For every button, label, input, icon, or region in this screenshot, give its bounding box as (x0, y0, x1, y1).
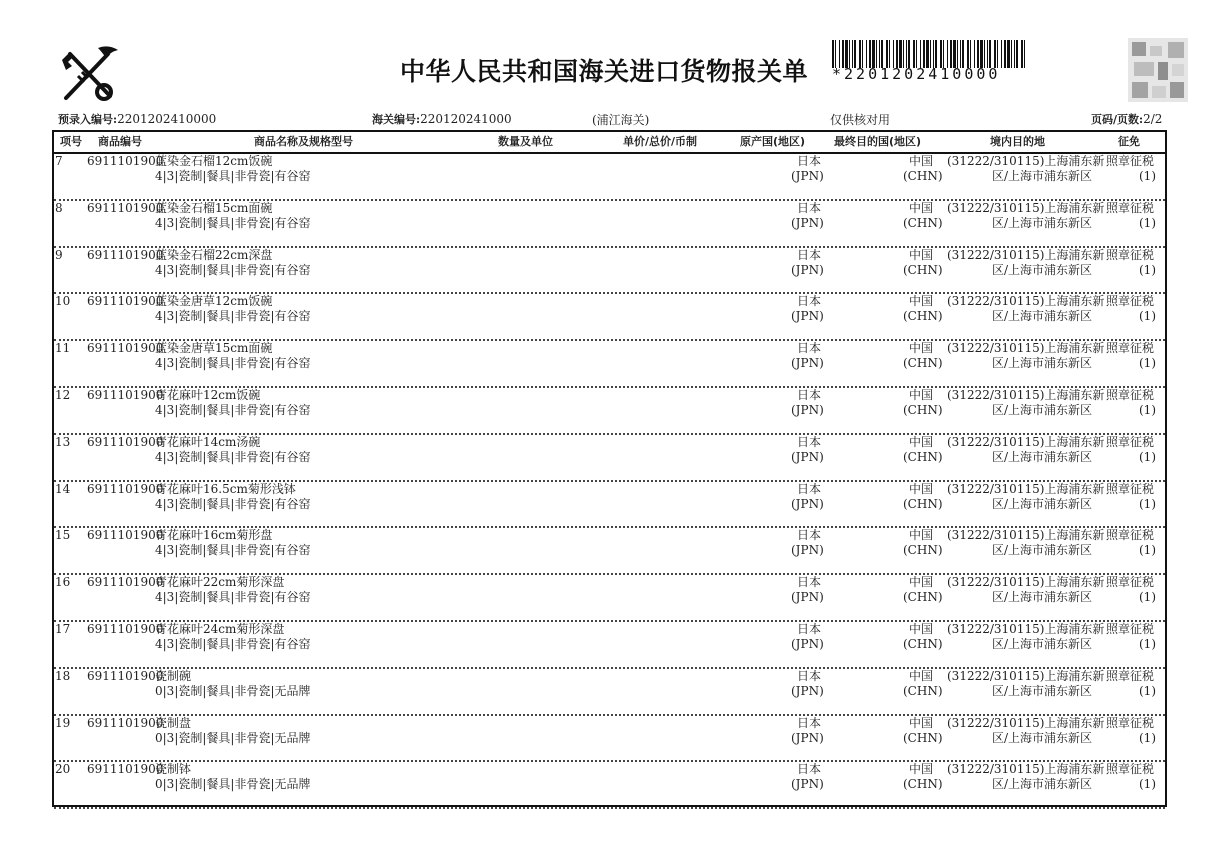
origin-code: (JPN) (791, 262, 824, 277)
table-header (54, 132, 1165, 154)
item-number: 11 (55, 341, 71, 356)
tax-mode: 照章征税 (1106, 294, 1155, 309)
domestic-destination-line2: 区/上海市浦东新区 (992, 683, 1093, 698)
tax-code: (1) (1139, 637, 1156, 651)
tax-code: (1) (1139, 683, 1156, 698)
table-row (54, 762, 1165, 809)
destination-country: 中国 (909, 715, 934, 730)
col-domestic-destination: 境内目的地 (990, 135, 1045, 148)
col-destination-country: 最终目的国(地区) (834, 135, 922, 148)
domestic-destination-line2: 区/上海市浦东新区 (992, 309, 1093, 324)
qr-code-icon (1128, 38, 1188, 102)
destination-country: 中国 (909, 154, 934, 168)
customs-emblem-icon (58, 42, 122, 104)
destination-code: (CHN) (903, 356, 943, 371)
commodity-name: 蓝染金唐草15cm面碗 (155, 341, 273, 356)
item-number: 8 (55, 200, 63, 215)
destination-code: (CHN) (903, 169, 943, 183)
tax-code: (1) (1139, 215, 1156, 230)
domestic-destination-line1: (31222/310115)上海浦东新 (947, 622, 1105, 636)
table-row (54, 575, 1165, 622)
commodity-spec: 0|3|瓷制|餐具|非骨瓷|无品牌 (155, 777, 311, 792)
table-row (54, 154, 1165, 201)
destination-code: (CHN) (903, 730, 943, 745)
commodity-name: 青花麻叶14cm汤碗 (155, 434, 261, 449)
commodity-spec: 0|3|瓷制|餐具|非骨瓷|无品牌 (155, 730, 311, 745)
tax-mode: 照章征税 (1106, 715, 1155, 730)
item-number: 17 (55, 622, 71, 636)
tax-code: (1) (1139, 496, 1156, 511)
table-row (54, 528, 1165, 575)
origin-country: 日本 (797, 434, 822, 449)
tax-code: (1) (1139, 262, 1156, 277)
origin-code: (JPN) (791, 683, 824, 698)
commodity-name: 蓝染金石榴15cm面碗 (155, 200, 273, 215)
destination-country: 中国 (909, 668, 934, 683)
commodity-spec: 4|3|瓷制|餐具|非骨瓷|有谷窑 (155, 215, 311, 230)
commodity-name: 青花麻叶16cm菊形盘 (155, 528, 273, 543)
origin-country: 日本 (797, 528, 822, 543)
commodity-code: 6911101900 (87, 154, 164, 168)
barcode-icon (832, 40, 1028, 68)
commodity-spec: 4|3|瓷制|餐具|非骨瓷|有谷窑 (155, 356, 311, 371)
commodity-spec: 4|3|瓷制|餐具|非骨瓷|有谷窑 (155, 496, 311, 511)
commodity-name: 瓷制钵 (155, 762, 192, 777)
tax-mode: 照章征税 (1106, 528, 1155, 543)
document-title: 中华人民共和国海关进口货物报关单 (400, 57, 809, 86)
destination-country: 中国 (909, 434, 934, 449)
origin-code: (JPN) (791, 777, 824, 792)
domestic-destination-line1: (31222/310115)上海浦东新 (947, 247, 1105, 262)
item-number: 18 (55, 668, 71, 683)
col-origin: 原产国(地区) (740, 135, 806, 148)
tax-code: (1) (1139, 309, 1156, 324)
domestic-destination-line2: 区/上海市浦东新区 (992, 403, 1093, 417)
tax-code: (1) (1139, 730, 1156, 745)
tax-mode: 照章征税 (1106, 388, 1155, 402)
col-tax-mode: 征免 (1118, 135, 1140, 148)
tax-mode: 照章征税 (1106, 247, 1155, 262)
col-price: 单价/总价/币制 (623, 135, 698, 148)
origin-country: 日本 (797, 668, 822, 683)
table-row (54, 669, 1165, 716)
destination-country: 中国 (909, 528, 934, 543)
origin-country: 日本 (797, 762, 822, 777)
item-number: 10 (55, 294, 71, 309)
tax-code: (1) (1139, 590, 1156, 605)
tax-code: (1) (1139, 169, 1156, 183)
row-separator (54, 807, 1165, 809)
destination-country: 中国 (909, 481, 934, 496)
domestic-destination-line2: 区/上海市浦东新区 (992, 777, 1093, 792)
tax-code: (1) (1139, 356, 1156, 371)
domestic-destination-line1: (31222/310115)上海浦东新 (947, 294, 1105, 309)
origin-country: 日本 (797, 715, 822, 730)
customs-port: (浦江海关) (592, 113, 650, 127)
domestic-destination-line1: (31222/310115)上海浦东新 (947, 154, 1105, 168)
tax-code: (1) (1139, 543, 1156, 558)
commodity-code: 6911101900 (87, 341, 164, 356)
destination-country: 中国 (909, 762, 934, 777)
item-number: 16 (55, 575, 71, 590)
domestic-destination-line1: (31222/310115)上海浦东新 (947, 668, 1105, 683)
origin-country: 日本 (797, 154, 822, 168)
domestic-destination-line2: 区/上海市浦东新区 (992, 262, 1093, 277)
commodity-code: 6911101900 (87, 247, 164, 262)
item-number: 15 (55, 528, 71, 543)
destination-country: 中国 (909, 341, 934, 356)
domestic-destination-line1: (31222/310115)上海浦东新 (947, 575, 1105, 590)
origin-code: (JPN) (791, 309, 824, 324)
destination-code: (CHN) (903, 449, 943, 464)
domestic-destination-line2: 区/上海市浦东新区 (992, 356, 1093, 371)
commodity-spec: 4|3|瓷制|餐具|非骨瓷|有谷窑 (155, 309, 311, 324)
destination-code: (CHN) (903, 403, 943, 417)
origin-code: (JPN) (791, 215, 824, 230)
customs-number: 海关编号:220120241000 (372, 112, 512, 126)
tax-mode: 照章征税 (1106, 622, 1155, 636)
pre-entry-number: 预录入编号:2201202410000 (58, 112, 217, 126)
commodity-code: 6911101900 (87, 715, 164, 730)
destination-country: 中国 (909, 294, 934, 309)
verification-note: 仅供核对用 (830, 113, 891, 127)
origin-country: 日本 (797, 341, 822, 356)
origin-code: (JPN) (791, 637, 824, 651)
origin-country: 日本 (797, 388, 822, 402)
commodity-name: 蓝染金石榴22cm深盘 (155, 247, 273, 262)
table-row (54, 201, 1165, 248)
tax-code: (1) (1139, 449, 1156, 464)
domestic-destination-line2: 区/上海市浦东新区 (992, 730, 1093, 745)
domestic-destination-line1: (31222/310115)上海浦东新 (947, 388, 1105, 402)
tax-mode: 照章征税 (1106, 481, 1155, 496)
origin-code: (JPN) (791, 356, 824, 371)
item-number: 14 (55, 481, 71, 496)
commodity-name: 青花麻叶16.5cm菊形浅钵 (155, 481, 296, 496)
domestic-destination-line2: 区/上海市浦东新区 (992, 169, 1093, 183)
commodity-code: 6911101900 (87, 481, 164, 496)
tax-mode: 照章征税 (1106, 200, 1155, 215)
item-number: 19 (55, 715, 71, 730)
destination-code: (CHN) (903, 309, 943, 324)
destination-country: 中国 (909, 200, 934, 215)
origin-code: (JPN) (791, 169, 824, 183)
table-row (54, 248, 1165, 295)
commodity-code: 6911101900 (87, 622, 164, 636)
tax-mode: 照章征税 (1106, 668, 1155, 683)
origin-code: (JPN) (791, 403, 824, 417)
destination-country: 中国 (909, 575, 934, 590)
origin-country: 日本 (797, 247, 822, 262)
commodity-code: 6911101900 (87, 434, 164, 449)
commodity-code: 6911101900 (87, 668, 164, 683)
commodity-name: 青花麻叶22cm菊形深盘 (155, 575, 285, 590)
origin-code: (JPN) (791, 543, 824, 558)
barcode-number: *2201202410000 (832, 65, 1001, 83)
destination-code: (CHN) (903, 637, 943, 651)
commodity-spec: 4|3|瓷制|餐具|非骨瓷|有谷窑 (155, 262, 311, 277)
tax-code: (1) (1139, 403, 1156, 417)
commodity-code: 6911101900 (87, 200, 164, 215)
commodity-code: 6911101900 (87, 762, 164, 777)
item-number: 9 (55, 247, 63, 262)
origin-code: (JPN) (791, 496, 824, 511)
commodity-code: 6911101900 (87, 575, 164, 590)
col-item-no: 项号 (60, 135, 82, 148)
declaration-table (52, 130, 1167, 807)
table-row (54, 716, 1165, 763)
destination-code: (CHN) (903, 543, 943, 558)
commodity-name: 瓷制碗 (155, 668, 192, 683)
destination-code: (CHN) (903, 262, 943, 277)
tax-mode: 照章征税 (1106, 434, 1155, 449)
domestic-destination-line1: (31222/310115)上海浦东新 (947, 528, 1105, 543)
destination-country: 中国 (909, 622, 934, 636)
destination-code: (CHN) (903, 683, 943, 698)
origin-country: 日本 (797, 200, 822, 215)
table-row (54, 622, 1165, 669)
domestic-destination-line1: (31222/310115)上海浦东新 (947, 200, 1105, 215)
destination-code: (CHN) (903, 590, 943, 605)
commodity-name: 青花麻叶24cm菊形深盘 (155, 622, 285, 636)
origin-code: (JPN) (791, 449, 824, 464)
commodity-name: 青花麻叶12cm饭碗 (155, 388, 261, 402)
domestic-destination-line1: (31222/310115)上海浦东新 (947, 762, 1105, 777)
destination-code: (CHN) (903, 777, 943, 792)
table-row (54, 482, 1165, 529)
domestic-destination-line1: (31222/310115)上海浦东新 (947, 341, 1105, 356)
origin-code: (JPN) (791, 730, 824, 745)
domestic-destination-line1: (31222/310115)上海浦东新 (947, 434, 1105, 449)
commodity-code: 6911101900 (87, 388, 164, 402)
commodity-code: 6911101900 (87, 528, 164, 543)
domestic-destination-line2: 区/上海市浦东新区 (992, 449, 1093, 464)
commodity-spec: 4|3|瓷制|餐具|非骨瓷|有谷窑 (155, 449, 311, 464)
tax-mode: 照章征税 (1106, 575, 1155, 590)
table-row (54, 341, 1165, 388)
domestic-destination-line2: 区/上海市浦东新区 (992, 215, 1093, 230)
commodity-spec: 4|3|瓷制|餐具|非骨瓷|有谷窑 (155, 169, 311, 183)
domestic-destination-line1: (31222/310115)上海浦东新 (947, 715, 1105, 730)
domestic-destination-line1: (31222/310115)上海浦东新 (947, 481, 1105, 496)
item-number: 13 (55, 434, 71, 449)
domestic-destination-line2: 区/上海市浦东新区 (992, 637, 1093, 651)
commodity-name: 蓝染金石榴12cm饭碗 (155, 154, 273, 168)
destination-code: (CHN) (903, 496, 943, 511)
commodity-name: 瓷制盘 (155, 715, 192, 730)
item-number: 12 (55, 388, 71, 402)
table-row (54, 388, 1165, 435)
destination-code: (CHN) (903, 215, 943, 230)
domestic-destination-line2: 区/上海市浦东新区 (992, 543, 1093, 558)
item-number: 20 (55, 762, 71, 777)
tax-code: (1) (1139, 777, 1156, 792)
col-commodity-code: 商品编号 (98, 135, 142, 148)
col-commodity-name: 商品名称及规格型号 (254, 135, 353, 148)
item-number: 7 (55, 154, 63, 168)
commodity-code: 6911101900 (87, 294, 164, 309)
tax-mode: 照章征税 (1106, 341, 1155, 356)
tax-mode: 照章征税 (1106, 154, 1155, 168)
commodity-spec: 4|3|瓷制|餐具|非骨瓷|有谷窑 (155, 590, 311, 605)
domestic-destination-line2: 区/上海市浦东新区 (992, 496, 1093, 511)
col-quantity: 数量及单位 (498, 135, 553, 148)
commodity-spec: 4|3|瓷制|餐具|非骨瓷|有谷窑 (155, 543, 311, 558)
page-indicator: 页码/页数:2/2 (1091, 112, 1163, 126)
destination-country: 中国 (909, 388, 934, 402)
domestic-destination-line2: 区/上海市浦东新区 (992, 590, 1093, 605)
commodity-spec: 0|3|瓷制|餐具|非骨瓷|无品牌 (155, 683, 311, 698)
tax-mode: 照章征税 (1106, 762, 1155, 777)
commodity-spec: 4|3|瓷制|餐具|非骨瓷|有谷窑 (155, 637, 311, 651)
origin-country: 日本 (797, 294, 822, 309)
table-row (54, 435, 1165, 482)
origin-code: (JPN) (791, 590, 824, 605)
commodity-name: 蓝染金唐草12cm饭碗 (155, 294, 273, 309)
destination-country: 中国 (909, 247, 934, 262)
origin-country: 日本 (797, 481, 822, 496)
table-row (54, 294, 1165, 341)
origin-country: 日本 (797, 575, 822, 590)
commodity-spec: 4|3|瓷制|餐具|非骨瓷|有谷窑 (155, 403, 311, 417)
origin-country: 日本 (797, 622, 822, 636)
